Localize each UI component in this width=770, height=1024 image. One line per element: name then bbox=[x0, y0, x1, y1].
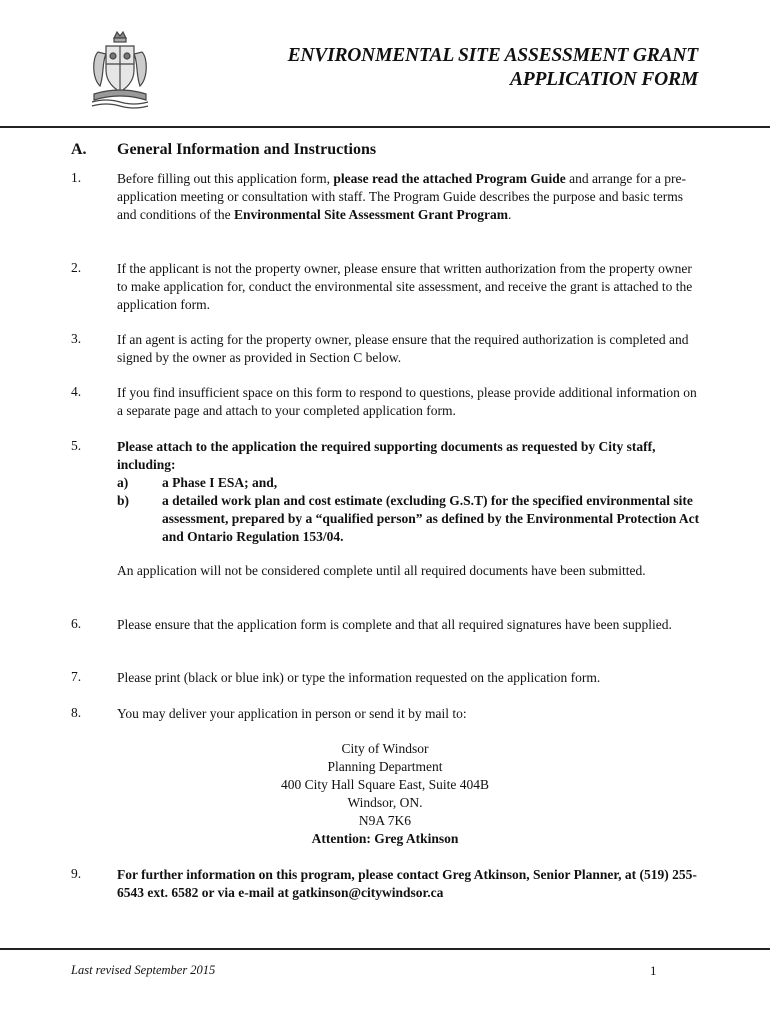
item-number: 9. bbox=[71, 866, 82, 881]
instruction-item-7: Please print (black or blue ink) or type the information requested on the application form. bbox=[117, 670, 601, 685]
instruction-item-9: For further information on this program, please contact Greg Atkinson, Senior Planner, at (519) 255-6543 ext. 6582 or via e-mail at gatkinson@citywindsor.ca bbox=[117, 867, 697, 900]
section-title: General Information and Instructions bbox=[117, 141, 377, 158]
item-5-lead: Please attach to the application the required supporting documents as requested by City staff, including: bbox=[117, 439, 656, 472]
address-line: City of Windsor bbox=[341, 741, 429, 756]
text-span: Before filling out this application form, bbox=[117, 171, 334, 186]
item-number: 5. bbox=[71, 438, 82, 453]
address-attention: Attention: Greg Atkinson bbox=[311, 831, 459, 846]
sub-item-text: a detailed work plan and cost estimate (excluding G.S.T) for the specified environmental site assessment, prepared by a “qualified person” as defined by the Environmental Protection Act and Ontario Regulation 153/04. bbox=[162, 493, 700, 544]
instruction-item-4: If you find insufficient space on this form to respond to questions, please provide additional information on a separate page and attach to your completed application form. bbox=[117, 385, 697, 418]
address-line: N9A 7K6 bbox=[358, 813, 412, 828]
sub-item-text: a Phase I ESA; and, bbox=[162, 475, 278, 490]
instruction-item-6: Please ensure that the application form is complete and that all required signatures have been supplied. bbox=[117, 617, 672, 632]
sub-item-label: a) bbox=[117, 475, 129, 490]
instruction-item-8: You may deliver your application in person or send it by mail to: bbox=[117, 706, 467, 721]
instruction-item-5 bbox=[117, 438, 702, 546]
sub-item-label: b) bbox=[117, 493, 130, 508]
text-span: . bbox=[507, 207, 512, 222]
item-number: 4. bbox=[71, 384, 82, 399]
address-line: Windsor, ON. bbox=[347, 795, 423, 810]
sub-item-b bbox=[117, 492, 702, 546]
item-number: 6. bbox=[71, 616, 82, 631]
program-name-emphasis: Environmental Site Assessment Grant Program bbox=[233, 207, 508, 222]
address-line: Planning Department bbox=[327, 759, 443, 774]
item-number: 3. bbox=[71, 331, 82, 346]
page-number: 1 bbox=[650, 963, 657, 978]
item-number: 1. bbox=[71, 170, 82, 185]
item-number: 8. bbox=[71, 705, 82, 720]
header-divider bbox=[0, 126, 770, 128]
form-title-line2: APPLICATION FORM bbox=[509, 69, 698, 90]
instruction-item-1 bbox=[117, 170, 702, 224]
section-letter: A. bbox=[71, 141, 87, 158]
form-title bbox=[288, 44, 698, 92]
item-number: 7. bbox=[71, 669, 82, 684]
footer-divider bbox=[0, 948, 770, 950]
form-title-line1: ENVIRONMENTAL SITE ASSESSMENT GRANT bbox=[287, 45, 698, 66]
instruction-item-3: If an agent is acting for the property owner, please ensure that the required authorization is completed and signed by the owner as provided in Section C below. bbox=[117, 332, 689, 365]
program-guide-emphasis: please read the attached Program Guide bbox=[333, 171, 566, 186]
last-revised-date: Last revised September 2015 bbox=[71, 963, 216, 977]
text-span: and arrange for a pre-application meeting or consultation with staff. The Program Guide describes the purpose and basic terms and conditions of the bbox=[117, 171, 687, 222]
address-line: 400 City Hall Square East, Suite 404B bbox=[280, 777, 490, 792]
sub-item-a bbox=[117, 474, 702, 492]
mailing-address bbox=[0, 740, 770, 848]
item-number: 2. bbox=[71, 260, 82, 275]
item-5-note: An application will not be considered complete until all required documents have been submitted. bbox=[117, 563, 646, 578]
city-crest-icon bbox=[88, 28, 152, 110]
instruction-item-2: If the applicant is not the property owner, please ensure that written authorization from the property owner to make application for, conduct the environmental site assessment, and receive the grant is attached to the application form. bbox=[117, 261, 693, 312]
